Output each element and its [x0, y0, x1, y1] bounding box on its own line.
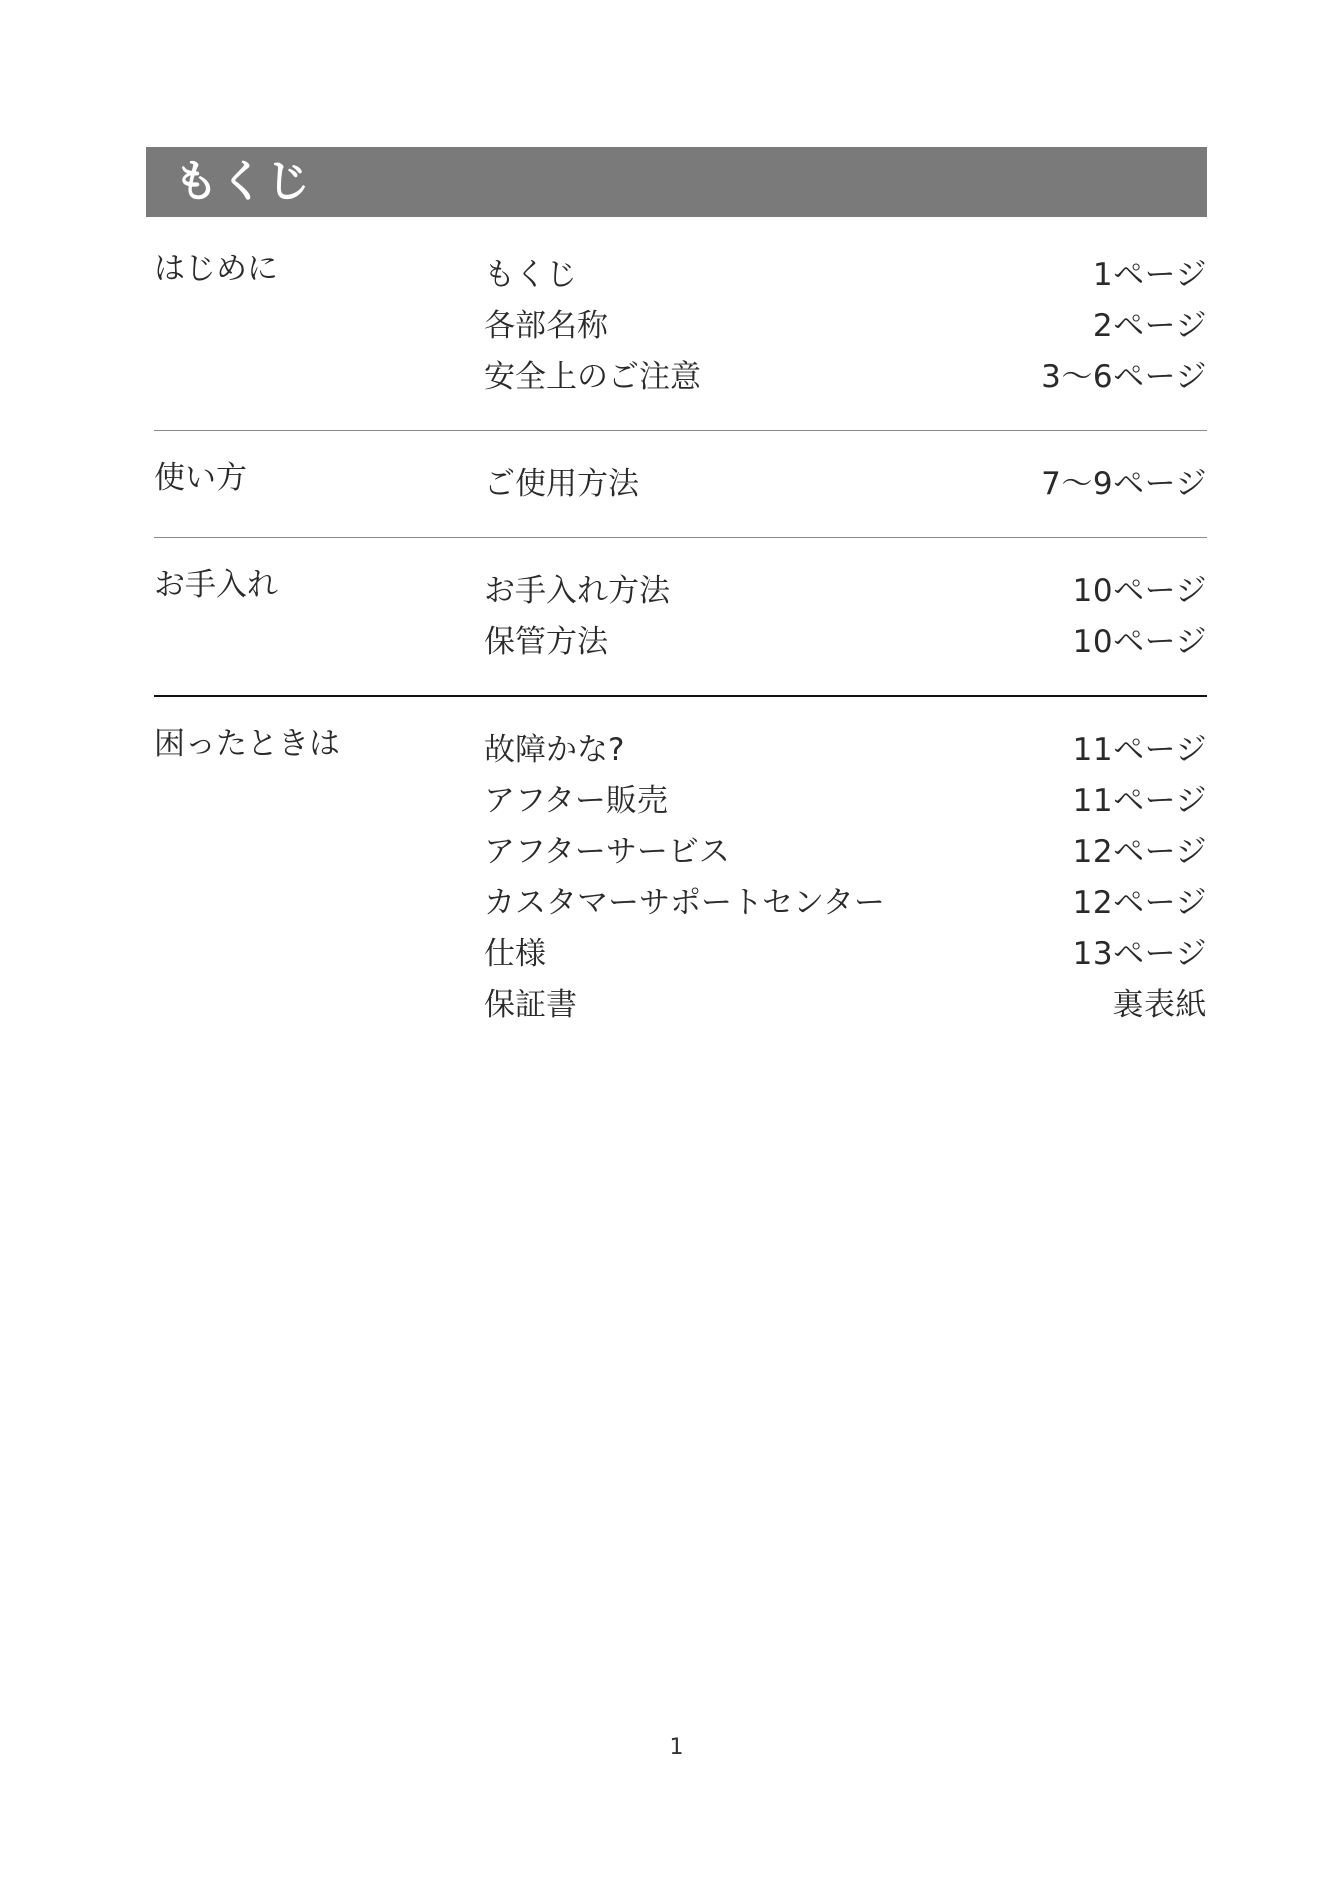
section-items [484, 250, 1207, 403]
entry-label: 故障かな? [484, 732, 625, 768]
entry-page: 1ページ [1092, 257, 1207, 293]
entry-label: アフター販売 [484, 783, 668, 819]
entry-page: 7〜9ページ [1041, 466, 1207, 502]
toc-entry[interactable] [484, 929, 1207, 980]
toc-entry[interactable] [484, 352, 1207, 403]
table-of-contents [154, 244, 1207, 1058]
entry-label: アフターサービス [484, 834, 730, 870]
page-number: 1 [669, 1735, 684, 1760]
entry-label: 各部名称 [484, 308, 608, 344]
toc-section-care [154, 538, 1207, 697]
page-title: もくじ [174, 156, 312, 207]
entry-label: 安全上のご注意 [484, 359, 701, 395]
entry-page: 3〜6ページ [1041, 359, 1207, 395]
toc-entry[interactable] [484, 250, 1207, 301]
section-items [484, 566, 1207, 668]
entry-page: 2ページ [1092, 308, 1207, 344]
toc-section-introduction [154, 244, 1207, 431]
section-category: はじめに [154, 251, 278, 287]
entry-label: 保管方法 [484, 624, 608, 660]
toc-entry[interactable] [484, 827, 1207, 878]
toc-entry[interactable] [484, 980, 1207, 1031]
toc-entry[interactable] [484, 566, 1207, 617]
toc-entry[interactable] [484, 459, 1207, 510]
entry-label: お手入れ方法 [484, 573, 670, 609]
entry-label: もくじ [484, 257, 577, 293]
toc-entry[interactable] [484, 776, 1207, 827]
section-items [484, 459, 1207, 510]
section-category: 使い方 [154, 460, 247, 496]
toc-entry[interactable] [484, 725, 1207, 776]
toc-section-troubleshooting [154, 697, 1207, 1058]
entry-page: 12ページ [1072, 885, 1207, 921]
entry-label: ご使用方法 [484, 466, 639, 502]
entry-page: 12ページ [1072, 834, 1207, 870]
entry-label: 保証書 [484, 987, 577, 1023]
entry-page: 13ページ [1072, 936, 1207, 972]
entry-page: 10ページ [1072, 573, 1207, 609]
entry-label: 仕様 [484, 936, 546, 972]
entry-page: 10ページ [1072, 624, 1207, 660]
section-items [484, 725, 1207, 1031]
toc-entry[interactable] [484, 878, 1207, 929]
section-category: お手入れ [154, 567, 278, 603]
toc-entry[interactable] [484, 301, 1207, 352]
toc-entry[interactable] [484, 617, 1207, 668]
toc-section-usage [154, 431, 1207, 538]
entry-page: 11ページ [1072, 732, 1207, 768]
entry-page: 11ページ [1072, 783, 1207, 819]
section-category: 困ったときは [154, 726, 340, 762]
toc-title-bar [146, 147, 1207, 217]
entry-page: 裏表紙 [1112, 987, 1207, 1023]
entry-label: カスタマーサポートセンター [484, 885, 885, 921]
